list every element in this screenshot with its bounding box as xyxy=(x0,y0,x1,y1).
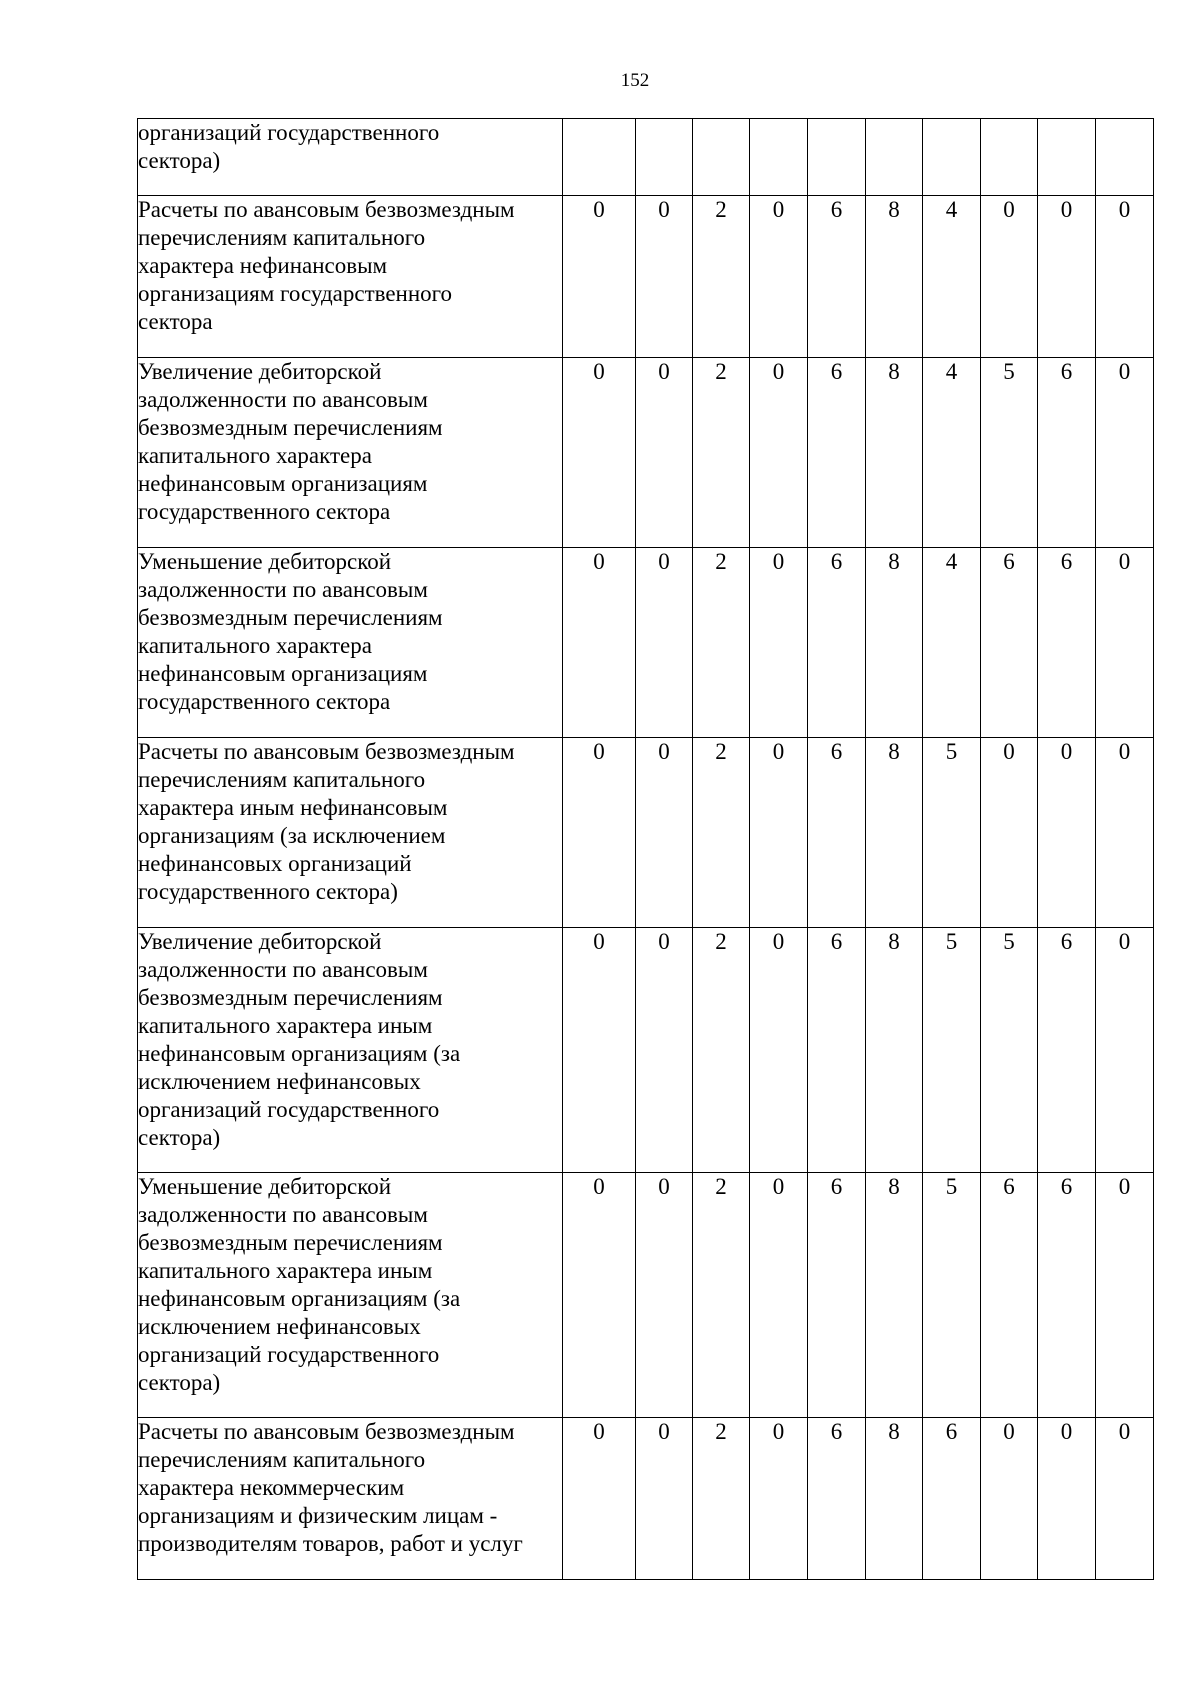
code-digit-cell: 6 xyxy=(808,1418,866,1580)
code-digit-cell: 0 xyxy=(636,1418,693,1580)
code-digit-cell: 0 xyxy=(636,738,693,928)
code-digit-cell: 6 xyxy=(1038,358,1096,548)
code-digit-cell: 0 xyxy=(750,928,808,1173)
code-digit-cell: 6 xyxy=(981,548,1038,738)
code-digit-cell: 0 xyxy=(636,1173,693,1418)
account-description-cell xyxy=(138,738,563,928)
code-digit-cell: 8 xyxy=(866,738,923,928)
code-digit-cell xyxy=(1096,119,1154,196)
code-digit-cell: 0 xyxy=(563,358,636,548)
code-digit-cell xyxy=(750,119,808,196)
account-description: Увеличение дебиторской задолженности по авансовым безвозмездным перечислениям капитального характера иным нефинансовым организациям (за исключением нефинансовых организаций государственного сектора) xyxy=(138,929,461,1150)
code-digit-cell: 0 xyxy=(1096,738,1154,928)
code-digit-cell: 0 xyxy=(636,196,693,358)
code-digit-cell xyxy=(636,119,693,196)
code-digit-cell: 0 xyxy=(563,928,636,1173)
code-digit-cell: 0 xyxy=(563,1173,636,1418)
code-digit-cell: 8 xyxy=(866,358,923,548)
code-digit-cell: 6 xyxy=(808,1173,866,1418)
account-description-cell xyxy=(138,358,563,548)
code-digit-cell: 4 xyxy=(923,196,981,358)
page-number: 152 xyxy=(620,70,650,91)
code-digit-cell: 2 xyxy=(693,548,750,738)
code-digit-cell xyxy=(981,119,1038,196)
code-digit-cell: 0 xyxy=(563,738,636,928)
code-digit-cell: 0 xyxy=(981,1418,1038,1580)
code-digit-cell: 6 xyxy=(981,1173,1038,1418)
code-digit-cell: 4 xyxy=(923,548,981,738)
code-digit-cell: 0 xyxy=(1096,1418,1154,1580)
code-digit-cell: 0 xyxy=(981,196,1038,358)
code-digit-cell xyxy=(923,119,981,196)
code-digit-cell: 8 xyxy=(866,196,923,358)
code-digit-cell: 0 xyxy=(750,738,808,928)
code-digit-cell xyxy=(808,119,866,196)
code-digit-cell xyxy=(1038,119,1096,196)
code-digit-cell: 6 xyxy=(808,928,866,1173)
account-description-cell xyxy=(138,119,563,196)
code-digit-cell: 0 xyxy=(750,1418,808,1580)
code-digit-cell: 4 xyxy=(923,358,981,548)
code-digit-cell: 0 xyxy=(1038,738,1096,928)
code-digit-cell: 0 xyxy=(1096,358,1154,548)
code-digit-cell: 0 xyxy=(981,738,1038,928)
code-digit-cell: 8 xyxy=(866,548,923,738)
code-digit-cell: 0 xyxy=(563,1418,636,1580)
code-digit-cell: 8 xyxy=(866,1173,923,1418)
table-row xyxy=(138,928,1154,1173)
account-description-cell xyxy=(138,548,563,738)
code-digit-cell: 0 xyxy=(750,1173,808,1418)
code-digit-cell: 5 xyxy=(923,738,981,928)
account-codes-table xyxy=(137,118,1154,1580)
code-digit-cell xyxy=(563,119,636,196)
code-digit-cell: 6 xyxy=(808,738,866,928)
code-digit-cell xyxy=(866,119,923,196)
code-digit-cell: 2 xyxy=(693,196,750,358)
code-digit-cell: 0 xyxy=(636,358,693,548)
code-digit-cell: 0 xyxy=(1096,928,1154,1173)
code-digit-cell: 6 xyxy=(808,548,866,738)
code-digit-cell: 6 xyxy=(923,1418,981,1580)
code-digit-cell: 8 xyxy=(866,1418,923,1580)
table-row xyxy=(138,196,1154,358)
code-digit-cell: 2 xyxy=(693,1173,750,1418)
code-digit-cell: 0 xyxy=(1096,1173,1154,1418)
table-row xyxy=(138,548,1154,738)
code-digit-cell: 0 xyxy=(563,548,636,738)
code-digit-cell xyxy=(693,119,750,196)
table-row xyxy=(138,1173,1154,1418)
table-row xyxy=(138,1418,1154,1580)
account-description: Уменьшение дебиторской задолженности по авансовым безвозмездным перечислениям капитального характера нефинансовым организациям государственного сектора xyxy=(138,549,443,714)
account-description: Уменьшение дебиторской задолженности по авансовым безвозмездным перечислениям капитального характера иным нефинансовым организациям (за исключением нефинансовых организаций государственного сектора) xyxy=(138,1174,461,1395)
code-digit-cell: 6 xyxy=(808,196,866,358)
table-row xyxy=(138,119,1154,196)
code-digit-cell: 6 xyxy=(808,358,866,548)
account-description: Расчеты по авансовым безвозмездным перечислениям капитального характера некоммерческим организациям и физическим лицам - производителям товаров, работ и услуг xyxy=(138,1419,523,1556)
code-digit-cell: 0 xyxy=(1096,196,1154,358)
account-description: Расчеты по авансовым безвозмездным перечислениям капитального характера нефинансовым организациям государственного сектора xyxy=(138,197,515,334)
account-description: Увеличение дебиторской задолженности по авансовым безвозмездным перечислениям капитального характера нефинансовым организациям государственного сектора xyxy=(138,359,443,524)
account-description-cell xyxy=(138,1173,563,1418)
code-digit-cell: 0 xyxy=(636,548,693,738)
code-digit-cell: 6 xyxy=(1038,548,1096,738)
account-description: Расчеты по авансовым безвозмездным перечислениям капитального характера иным нефинансовым организациям (за исключением нефинансовых организаций государственного сектора) xyxy=(138,739,515,904)
account-description: организаций государственного сектора) xyxy=(138,120,440,173)
account-description-cell xyxy=(138,196,563,358)
code-digit-cell: 0 xyxy=(1038,196,1096,358)
code-digit-cell: 2 xyxy=(693,1418,750,1580)
code-digit-cell: 0 xyxy=(563,196,636,358)
code-digit-cell: 0 xyxy=(636,928,693,1173)
table-row xyxy=(138,358,1154,548)
code-digit-cell: 2 xyxy=(693,358,750,548)
code-digit-cell: 0 xyxy=(750,196,808,358)
code-digit-cell: 5 xyxy=(923,928,981,1173)
code-digit-cell: 2 xyxy=(693,738,750,928)
code-digit-cell: 8 xyxy=(866,928,923,1173)
code-digit-cell: 0 xyxy=(1096,548,1154,738)
code-digit-cell: 0 xyxy=(750,358,808,548)
account-description-cell xyxy=(138,928,563,1173)
code-digit-cell: 5 xyxy=(981,358,1038,548)
code-digit-cell: 5 xyxy=(981,928,1038,1173)
code-digit-cell: 0 xyxy=(750,548,808,738)
code-digit-cell: 6 xyxy=(1038,1173,1096,1418)
code-digit-cell: 2 xyxy=(693,928,750,1173)
code-digit-cell: 6 xyxy=(1038,928,1096,1173)
table-row xyxy=(138,738,1154,928)
account-description-cell xyxy=(138,1418,563,1580)
code-digit-cell: 5 xyxy=(923,1173,981,1418)
code-digit-cell: 0 xyxy=(1038,1418,1096,1580)
